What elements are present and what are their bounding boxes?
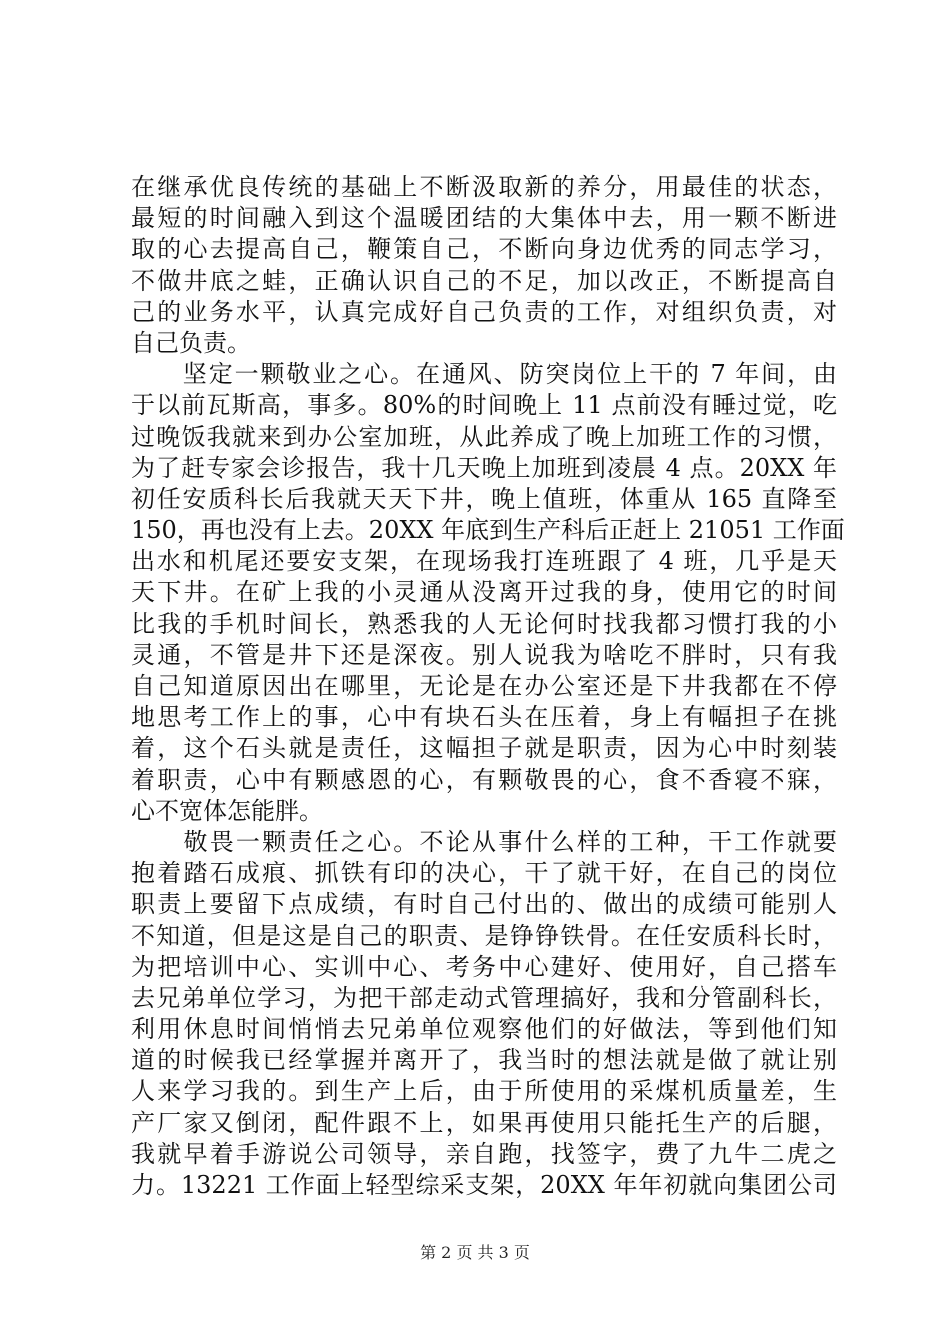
text-line: 灵通，不管是井下还是深夜。别人说我为啥吃不胖时，只有我 [131, 640, 837, 669]
text-line: 过晚饭我就来到办公室加班，从此养成了晚上加班工作的习惯， [131, 422, 837, 451]
text-line: 不知道，但是这是自己的职责、是铮铮铁骨。在任安质科长时， [131, 921, 837, 950]
text-line: 着职责，心中有颗感恩的心，有颗敬畏的心，食不香寝不寐， [131, 765, 837, 794]
page-footer [0, 1242, 950, 1264]
text-line: 道的时候我已经掌握并离开了，我当时的想法就是做了就让别 [131, 1046, 837, 1075]
text-line: 比我的手机时间长，熟悉我的人无论何时找我都习惯打我的小 [131, 609, 837, 638]
text-line: 天下井。在矿上我的小灵通从没离开过我的身，使用它的时间 [131, 578, 837, 607]
page-body [131, 172, 845, 1201]
text-line: 150，再也没有上去。20XX 年底到生产科后正赶上 21051 工作面 [131, 516, 845, 545]
text-line: 自己知道原因出在哪里，无论是在办公室还是下井我都在不停 [131, 672, 837, 700]
page-number: 第 2 页 共 3 页 [420, 1243, 530, 1262]
text-line: 取的心去提高自己，鞭策自己，不断向身边优秀的同志学习， [131, 235, 837, 264]
text-line: 着，这个石头就是责任，这幅担子就是职责，因为心中时刻装 [131, 734, 837, 763]
paragraph-2 [131, 359, 845, 827]
text-line: 心不宽体怎能胖。 [131, 796, 323, 825]
text-line: 人来学习我的。到生产上后，由于所使用的采煤机质量差，生 [131, 1077, 837, 1106]
text-line: 我就早着手游说公司领导，亲自跑，找签字，费了九牛二虎之 [131, 1139, 837, 1168]
text-line: 在继承优良传统的基础上不断汲取新的养分，用最佳的状态， [131, 173, 837, 201]
text-line: 抱着踏石成痕、抓铁有印的决心，干了就干好，在自己的岗位 [131, 859, 837, 888]
text-line: 坚定一颗敬业之心。在通风、防突岗位上干的 7 年间，由 [131, 360, 837, 389]
text-line: 出水和机尾还要安支架，在现场我打连班跟了 4 班，几乎是天 [131, 547, 837, 576]
paragraph-3 [131, 827, 837, 1201]
text-line: 不做井底之蛙，正确认识自己的不足，加以改正，不断提高自 [131, 266, 837, 295]
text-line: 产厂家又倒闭，配件跟不上，如果再使用只能托生产的后腿， [131, 1108, 837, 1137]
text-line: 自己负责。 [131, 328, 251, 357]
text-line: 初任安质科长后我就天天下井，晚上值班，体重从 165 直降至 [131, 484, 837, 513]
text-line: 为把培训中心、实训中心、考务中心建好、使用好，自己搭车 [131, 952, 837, 981]
text-line: 职责上要留下点成绩，有时自己付出的、做出的成绩可能别人 [131, 890, 837, 919]
text-line: 利用休息时间悄悄去兄弟单位观察他们的好做法，等到他们知 [131, 1015, 837, 1044]
text-line: 于以前瓦斯高，事多。80%的时间晚上 11 点前没有睡过觉，吃 [131, 391, 837, 420]
text-line: 力。13221 工作面上轻型综采支架，20XX 年年初就向集团公司 [131, 1171, 837, 1199]
text-line: 地思考工作上的事，心中有块石头在压着，身上有幅担子在挑 [131, 703, 837, 732]
text-line: 最短的时间融入到这个温暖团结的大集体中去，用一颗不断进 [131, 204, 837, 233]
text-line: 去兄弟单位学习，为把干部走动式管理搞好，我和分管副科长， [131, 983, 837, 1012]
text-line: 为了赶专家会诊报告，我十几天晚上加班到凌晨 4 点。20XX 年 [131, 453, 837, 482]
text-line: 己的业务水平，认真完成好自己负责的工作，对组织负责，对 [131, 297, 837, 326]
text-line: 敬畏一颗责任之心。不论从事什么样的工种，干工作就要 [131, 827, 837, 856]
paragraph-1 [131, 172, 837, 359]
